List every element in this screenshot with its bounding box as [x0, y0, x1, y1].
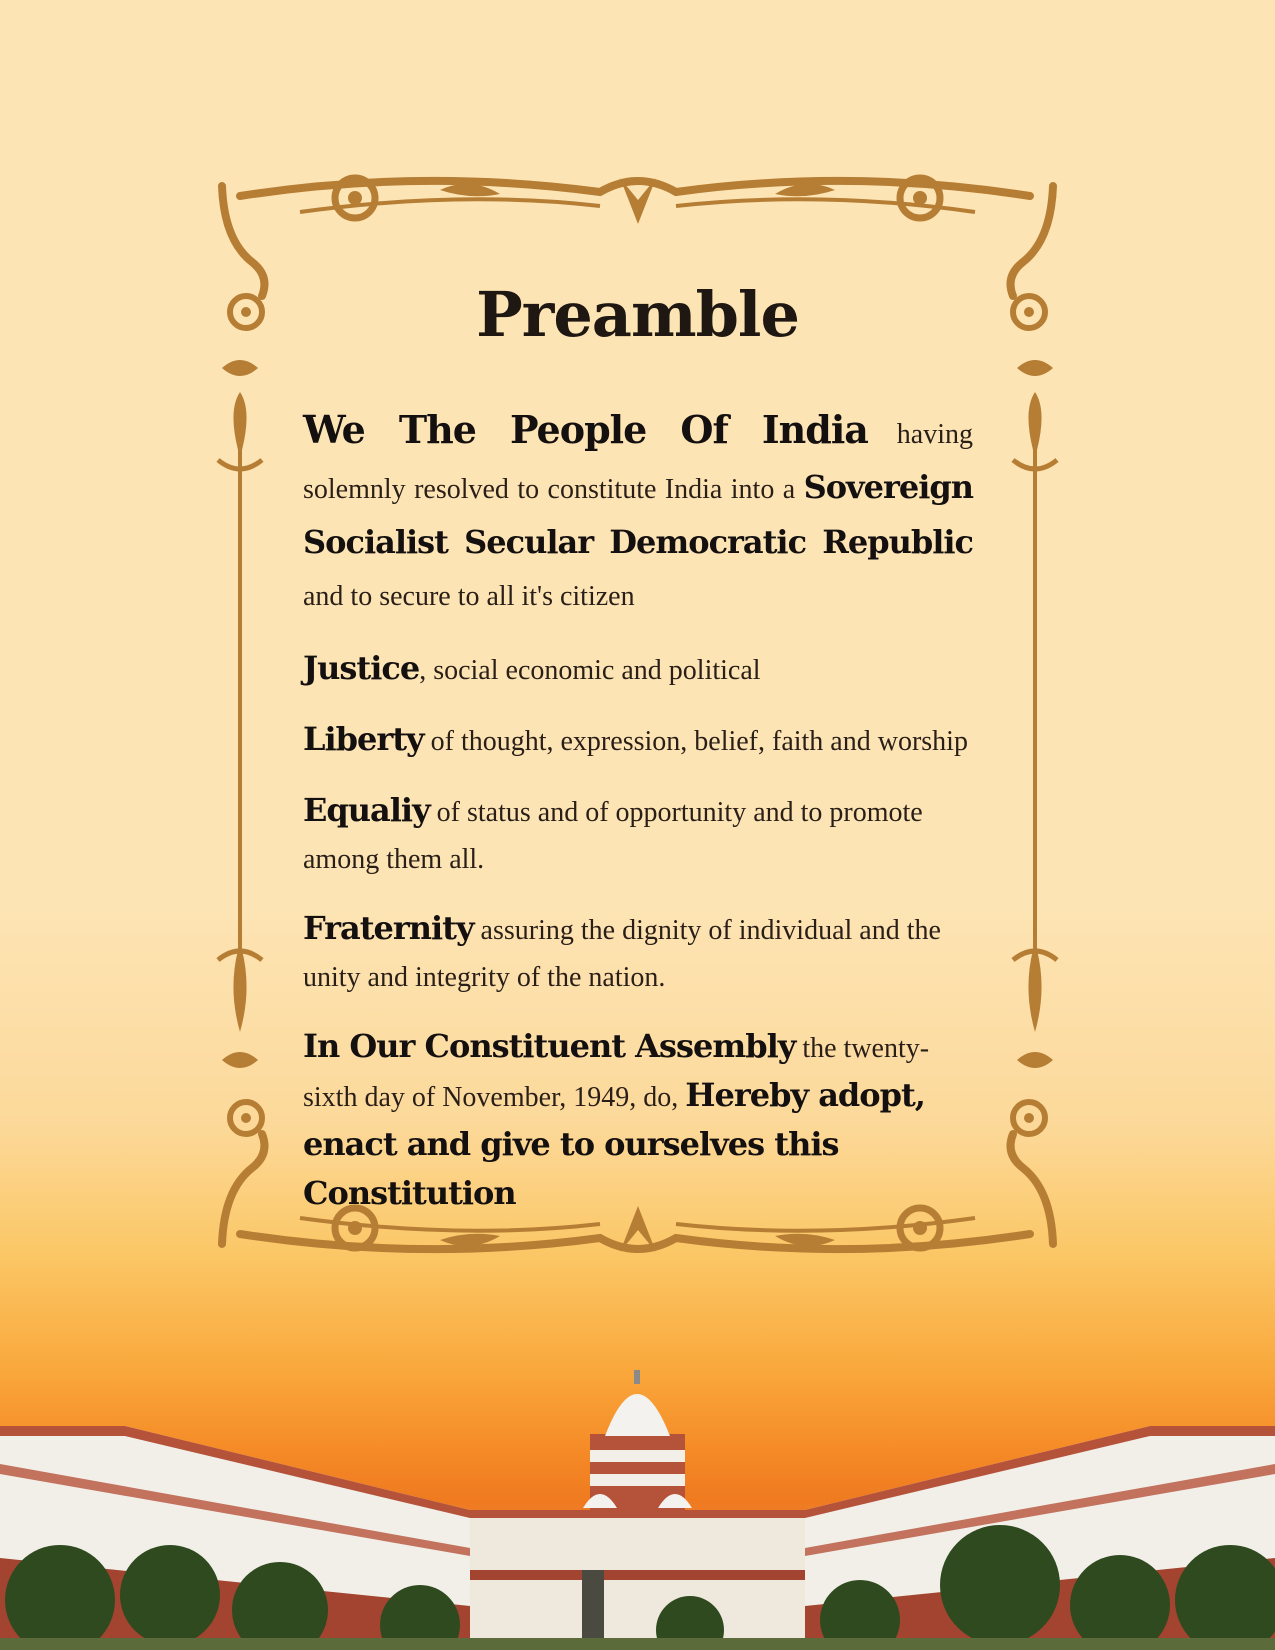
page-title: Preamble: [476, 278, 799, 351]
supreme-court-building-image: [0, 1370, 1275, 1650]
preamble-text: [303, 404, 973, 1241]
paragraph-text: the twenty-sixth day of November, 1949, do,: [303, 1033, 930, 1113]
preamble-paragraph-equality: [303, 787, 973, 883]
preamble-paragraph-justice: [303, 645, 973, 694]
preamble-paragraph-people: [303, 404, 973, 623]
gothic-emphasis-republic: Sovereign Socialist Secular Democratic Republic: [303, 468, 973, 561]
gothic-heading-justice: Justice: [303, 649, 420, 687]
gothic-heading-people: We The People Of India: [303, 407, 868, 452]
gothic-emphasis-adopt: Hereby adopt, enact and give to ourselves this Constitution: [303, 1076, 925, 1212]
gothic-heading-equality: Equaliy: [303, 791, 430, 829]
paragraph-text: assuring the dignity of individual and the unity and integrity of the nation.: [303, 915, 941, 993]
preamble-paragraph-fraternity: [303, 905, 973, 1001]
gothic-heading-assembly: In Our Constituent Assembly: [303, 1027, 796, 1065]
paragraph-text: , social economic and political: [419, 655, 761, 686]
preamble-paragraph-assembly: [303, 1023, 973, 1219]
paragraph-text: and to secure to all it's citizen: [303, 581, 635, 612]
preamble-paragraph-liberty: [303, 716, 973, 765]
paragraph-text: of thought, expression, belief, faith and worship: [423, 726, 968, 757]
paragraph-text: having solemnly resolved to constitute India into a: [303, 419, 973, 505]
gothic-heading-liberty: Liberty: [303, 720, 424, 758]
paragraph-text: of status and of opportunity and to promote among them all.: [303, 797, 923, 875]
gothic-heading-fraternity: Fraternity: [303, 909, 474, 947]
